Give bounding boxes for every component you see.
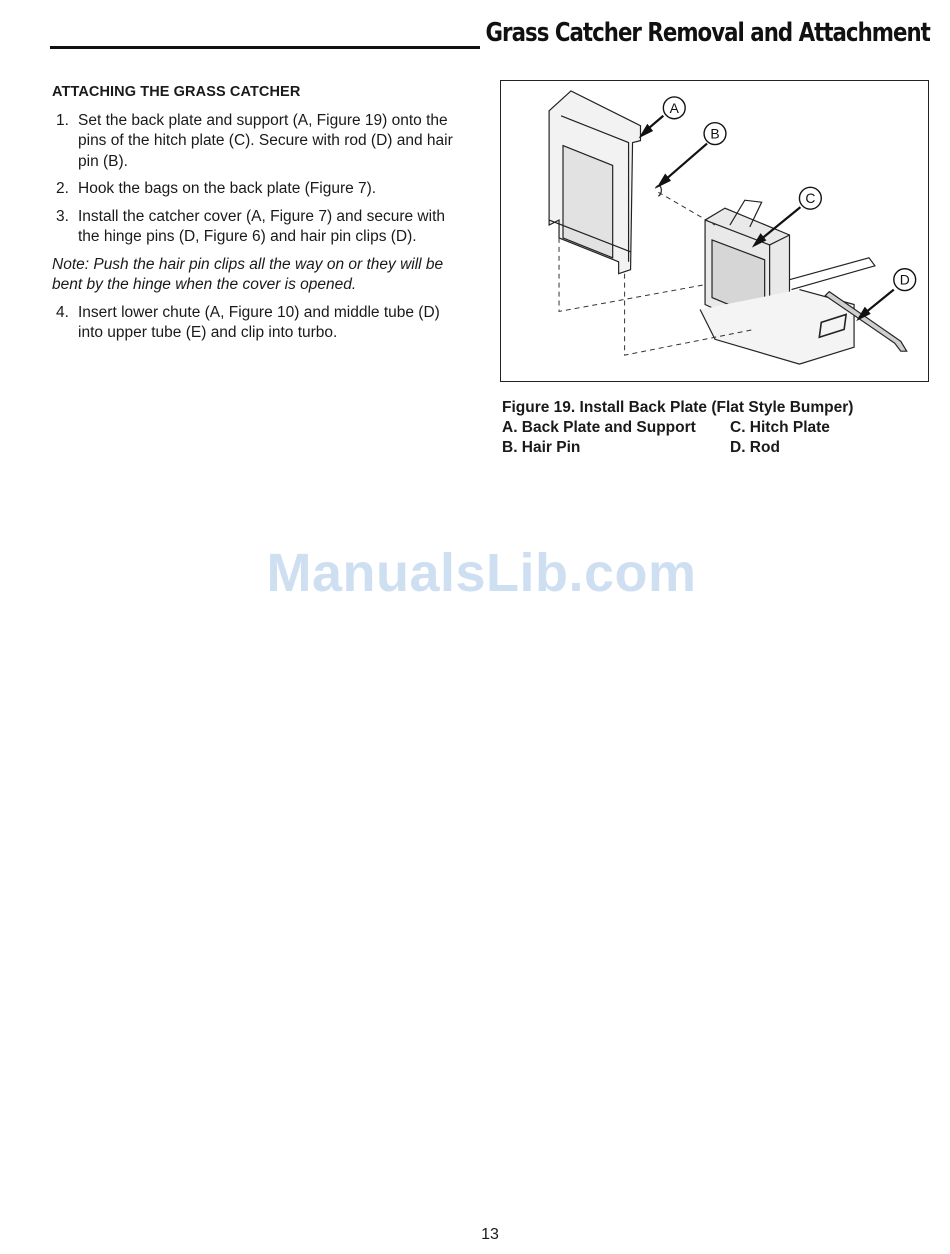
list-item [52,111,462,173]
callout-a-label: A [669,99,679,116]
figure-19 [500,80,929,382]
step-number: 1. [56,111,69,129]
page-number: 13 [481,1226,499,1243]
step-text: Set the back plate and support (A, Figure 19) onto the pins of the hitch plate (C). Secure with rod (D) and hair pin (B). [78,111,453,170]
legend-item-c: C. Hitch Plate [730,419,830,436]
back-plate-illustration [501,81,928,381]
list-item [52,179,462,200]
callout-d-label: D [899,271,910,288]
step-text: Insert lower chute (A, Figure 10) and middle tube (D) into upper tube (E) and clip into turbo. [78,303,440,341]
step-number: 2. [56,180,69,197]
legend-item-b: B. Hair Pin [502,439,581,456]
watermark: ManualsLib.com [266,543,697,603]
step-number: 4. [56,303,69,321]
hair-pin-shape [655,186,661,197]
steps-list [52,111,462,248]
step-text: Install the catcher cover (A, Figure 7) and secure with the hinge pins (D, Figure 6) and hair pin clips (D). [78,207,445,245]
legend-item-a: A. Back Plate and Support [502,419,696,436]
header-rule [50,46,480,49]
list-item [52,207,462,248]
page-title: Grass Catcher Removal and Attachment [485,18,930,48]
callout-b-label: B [710,125,720,142]
callout-c-label: C [805,190,816,207]
legend-row [502,438,922,458]
legend-row [502,418,922,438]
steps-list-continued [52,303,462,344]
step-text: Hook the bags on the back plate (Figure 7). [78,180,377,197]
note-text: Note: Push the hair pin clips all the way on or they will be bent by the hinge when the cover is opened. [52,255,444,293]
section-heading: ATTACHING THE GRASS CATCHER [52,84,301,100]
figure-caption [502,398,922,458]
caption-title: Figure 19. Install Back Plate (Flat Style Bumper) [502,399,854,416]
step-number: 3. [56,207,69,225]
legend-item-d: D. Rod [730,439,780,456]
instructions-column [52,82,462,351]
list-item [52,303,462,344]
